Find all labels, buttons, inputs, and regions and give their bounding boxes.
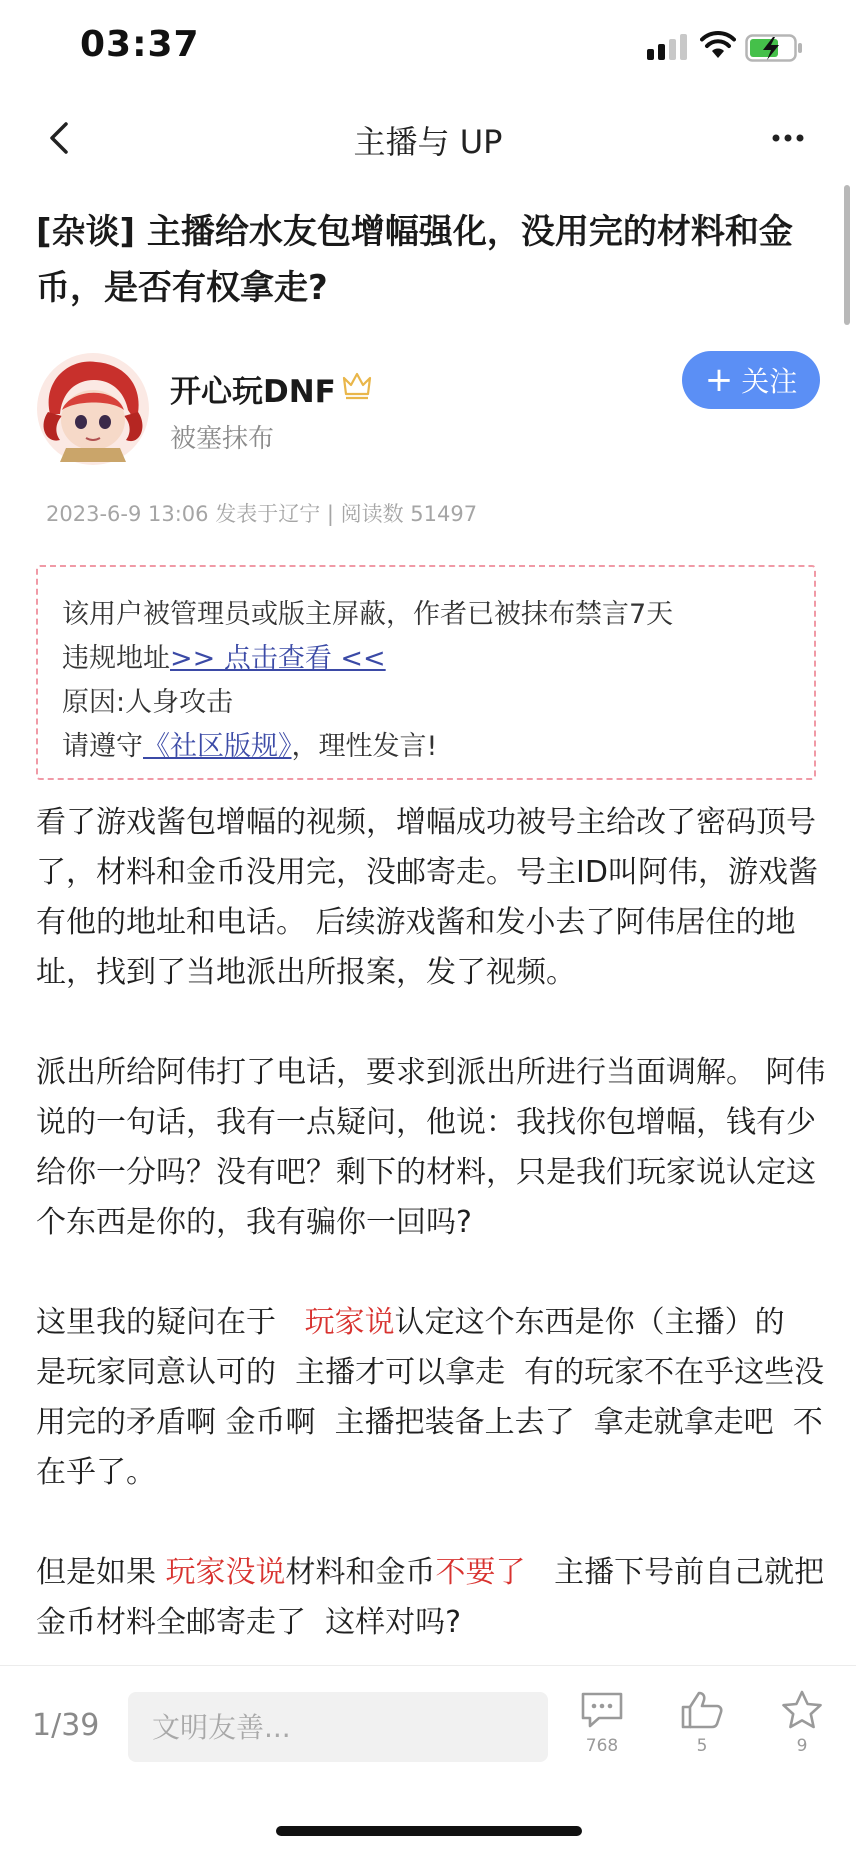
paragraph: 派出所给阿伟打了电话，要求到派出所进行当面调解。 阿伟说的一句话，我有一点疑问，他说：我找你包增幅，钱有少给你一分吗？没有吧？剩下的材料，只是我们玩家说认定这个东西是你的，我有骗你一回吗?: [36, 1055, 826, 1240]
notice-violation-label: 违规地址: [62, 643, 170, 674]
favorite-count: 9: [796, 1736, 808, 1756]
star-icon: [779, 1690, 825, 1730]
favorite-button[interactable]: [772, 1690, 832, 1756]
wifi-icon: [700, 30, 736, 60]
comment-icon: [579, 1690, 625, 1730]
more-options-icon[interactable]: [768, 120, 808, 156]
paragraph-text: 但是如果: [36, 1555, 166, 1590]
follow-label: 关注: [741, 365, 798, 398]
notice-line: 该用户被管理员或版主屏蔽，作者已被抹布禁言7天: [62, 599, 674, 630]
follow-button[interactable]: [682, 351, 820, 409]
paragraph: 看了游戏酱包增幅的视频，增幅成功被号主给改了密码顶号了，材料和金币没用完，没邮寄走。号主ID叫阿伟，游戏酱有他的地址和电话。 后续游戏酱和发小去了阿伟居住的地址，找到了当地派出所报案，发了视频。: [36, 805, 818, 990]
paragraph-text: 主播下号前自己就把金币材料全邮寄走了 这样对吗?: [36, 1555, 825, 1640]
cellular-signal-icon: [647, 34, 689, 60]
like-count: 5: [696, 1736, 708, 1756]
post-title: [杂谈] 主播给水友包增幅强化，没用完的材料和金币，是否有权拿走?: [36, 212, 793, 308]
paragraph-text: 认定这个东西是你（主播）的 是玩家同意认可的 主播才可以拿走 有的玩家不在乎这些没用完的矛盾啊 金币啊 主播把装备上去了 拿走就拿走吧 不在乎了。: [36, 1305, 825, 1490]
author-name[interactable]: 开心玩DNF: [170, 374, 336, 410]
comment-input[interactable]: [128, 1692, 548, 1762]
post-meta: 2023-6-9 13:06 发表于辽宁 | 阅读数 51497: [46, 502, 478, 526]
moderation-notice: [36, 565, 816, 780]
notice-violation-line: [62, 637, 790, 681]
page-title: 主播与 UP: [353, 123, 503, 161]
home-indicator[interactable]: [276, 1826, 582, 1836]
paragraph-text: 这里我的疑问在于: [36, 1305, 305, 1340]
violation-link[interactable]: >> 点击查看 <<: [170, 643, 386, 674]
page-indicator[interactable]: 1/39: [32, 1708, 100, 1743]
crown-icon: [340, 368, 374, 402]
plus-icon: +: [704, 360, 734, 400]
battery-charging-icon: [745, 34, 803, 62]
comment-count: 768: [585, 1736, 619, 1756]
paragraph-text: 材料和金币: [285, 1555, 436, 1590]
notice-rules-suffix: ，理性发言!: [291, 731, 438, 762]
paragraph: [36, 1548, 826, 1648]
comments-button[interactable]: [572, 1690, 632, 1756]
notice-reason: 原因:人身攻击: [62, 687, 234, 718]
paragraph: [36, 1298, 826, 1498]
highlight-text: 不要了: [435, 1555, 526, 1590]
community-rules-link[interactable]: 《社区版规》: [143, 731, 292, 762]
like-button[interactable]: [672, 1690, 732, 1756]
highlight-text: 玩家说: [304, 1305, 395, 1340]
author-status-label: 被塞抹布: [170, 424, 275, 454]
highlight-text: 玩家没说: [165, 1555, 286, 1590]
author-avatar[interactable]: [36, 352, 150, 466]
post-content: [36, 798, 826, 1698]
notice-rules-prefix: 请遵守: [62, 731, 143, 762]
thumbs-up-icon: [679, 1690, 725, 1730]
status-time: 03:37: [80, 24, 200, 65]
scrollbar-thumb[interactable]: [844, 185, 850, 325]
notice-rules-line: [62, 725, 790, 769]
